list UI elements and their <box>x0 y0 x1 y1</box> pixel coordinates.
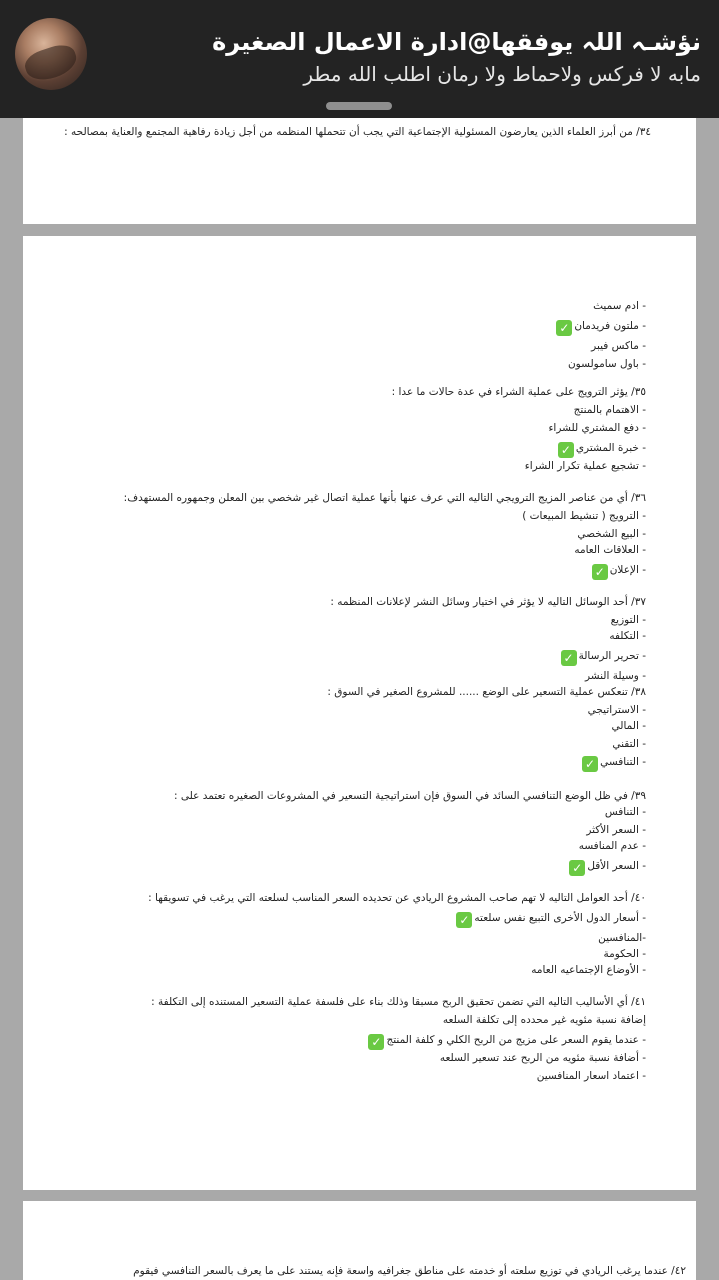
option-item: - ادم سميث <box>593 300 646 312</box>
option-item: - اعتماد اسعار المنافسين <box>536 1070 646 1082</box>
option-item: - ماكس فيبر <box>591 340 646 352</box>
check-mark-icon: ✓ <box>592 564 608 580</box>
option-item: - عدم المنافسه <box>578 840 646 852</box>
check-mark-icon: ✓ <box>368 1034 384 1050</box>
document-page-2 <box>23 236 696 1190</box>
question-37: ٣٧/ أحد الوسائل التاليه لا يؤثر في اختيار وسائل النشر لإعلانات المنظمه : <box>330 596 646 608</box>
option-text: - التنافسي <box>600 756 646 768</box>
option-text: - السعر الأقل <box>587 860 646 872</box>
option-text: - أسعار الدول الأخرى التبيع نفس سلعته <box>474 912 646 924</box>
question-40: ٤٠/ أحد العوامل التاليه لا تهم صاحب المشروع الريادي عن تحديده السعر المناسب لسلعته التي يرغب في تسويقها : <box>148 892 646 904</box>
option-item <box>569 858 646 876</box>
chat-header <box>0 0 719 118</box>
question-36: ٣٦/ أي من عناصر المزيج الترويجي التاليه التي عرف عنها بأنها عملية اتصال غير شخصي بين المعلن وجمهوره المستهدف: <box>123 492 646 504</box>
option-item: - المالي <box>611 720 646 732</box>
option-text: - خبرة المشتري <box>575 442 646 454</box>
option-item <box>592 562 646 580</box>
option-item: - التقني <box>612 738 646 750</box>
option-item: - دفع المشتري للشراء <box>548 422 646 434</box>
option-item: - باول سامولسون <box>567 358 646 370</box>
drag-handle[interactable] <box>326 102 392 110</box>
option-item: - أضافة نسبة مئويه من الربح عند تسعير السلعه <box>439 1052 646 1064</box>
question-34: ٣٤/ من أبرز العلماء الذين يعارضون المسئولية الإجتماعية التي يجب أن تتحملها المنظمه من أجل زيادة رفاهية المجتمع والعناية بمصالحه : <box>64 126 651 138</box>
check-mark-icon: ✓ <box>456 912 472 928</box>
option-item: - تشجيع عملية تكرار الشراء <box>524 460 646 472</box>
option-item <box>561 648 646 666</box>
option-item: - الترويج ( تنشيط المبيعات ) <box>522 510 646 522</box>
channel-title[interactable]: نؤشـہ اللہ يوفقها@ادارة الاعمال الصغيرة <box>212 28 701 56</box>
question-39: ٣٩/ في ظل الوضع التنافسي السائد في السوق فإن استراتيجية التسعير في المشروعات الصغيره تعتمد على : <box>173 790 646 802</box>
option-item: - البيع الشخصي <box>577 528 646 540</box>
option-item: - السعر الأكثر <box>586 824 646 836</box>
option-text: - الإعلان <box>609 564 646 576</box>
question-42: ٤٢/ عندما يرغب الريادي في توزيع سلعته أو خدمته على مناطق جغرافيه واسعة فإنه يستند على ما يعرف بالسعر التنافسي فيقوم <box>133 1265 686 1277</box>
option-item <box>556 318 646 336</box>
question-41: ٤١/ أي الأساليب التاليه التي تضمن تحقيق الربح مسبقا وذلك بناء على فلسفة عملية التسعير المستنده إلى التكلفة : <box>151 996 646 1008</box>
option-item: - الحكومة <box>603 948 646 960</box>
document-page-1 <box>23 118 696 224</box>
question-38: ٣٨/ تنعكس عملية التسعير على الوضع ...... للمشروع الصغير في السوق : <box>327 686 646 698</box>
option-item: - التوزيع <box>610 614 646 626</box>
option-item: إضافة نسبة مئويه غير محدده إلى تكلفة السلعه <box>442 1014 646 1026</box>
channel-subtitle: مابه لا فركس ولاحماط ولا رمان اطلب الله مطر <box>303 62 701 86</box>
option-item: - الاهتمام بالمنتج <box>573 404 646 416</box>
option-item <box>558 440 646 458</box>
option-item: - وسيلة النشر <box>584 670 646 682</box>
document-page-3 <box>23 1201 696 1280</box>
option-text: - ملتون فريدمان <box>574 320 646 332</box>
check-mark-icon: ✓ <box>556 320 572 336</box>
option-item <box>582 754 646 772</box>
option-item: - التنافس <box>604 806 646 818</box>
option-text: - تحرير الرسالة <box>578 650 646 662</box>
option-item <box>456 910 646 928</box>
option-item: - العلاقات العامه <box>574 544 646 556</box>
option-item: - الأوضاع الإجتماعيه العامه <box>531 964 646 976</box>
option-item: - التكلفه <box>609 630 646 642</box>
option-text: - عندما يقوم السعر على مزيج من الربح الكلي و كلفة المنتج <box>386 1034 646 1046</box>
check-mark-icon: ✓ <box>582 756 598 772</box>
check-mark-icon: ✓ <box>558 442 574 458</box>
check-mark-icon: ✓ <box>569 860 585 876</box>
option-item: -المنافسين <box>598 932 646 944</box>
question-35: ٣٥/ يؤثر الترويج على عملية الشراء في عدة حالات ما عدا : <box>391 386 646 398</box>
option-item: - الاستراتيجي <box>587 704 646 716</box>
option-item <box>368 1032 646 1050</box>
avatar[interactable] <box>15 18 87 90</box>
check-mark-icon: ✓ <box>561 650 577 666</box>
